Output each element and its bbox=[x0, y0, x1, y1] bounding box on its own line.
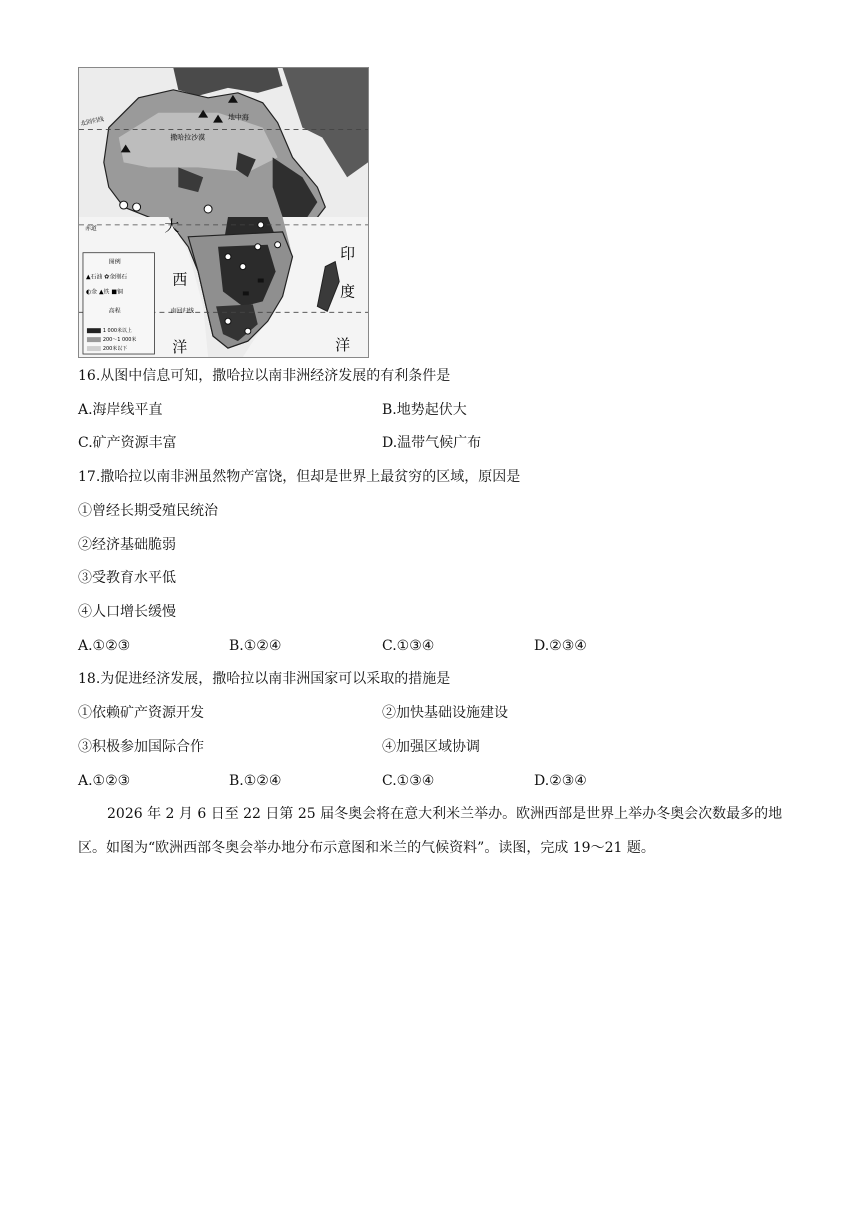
map-label-xi: 西 bbox=[172, 270, 188, 289]
q17-statement-2: ②经济基础脆弱 bbox=[78, 537, 176, 553]
map-label-yin: 印 bbox=[340, 244, 356, 263]
map-label-yang-right: 洋 bbox=[335, 336, 351, 355]
q16-stem: 16.从图中信息可知，撒哈拉以南非洲经济发展的有利条件是 bbox=[78, 368, 451, 384]
q18-stem: 18.为促进经济发展，撒哈拉以南非洲国家可以采取的措施是 bbox=[78, 671, 451, 687]
q16-option-c[interactable]: C.矿产资源丰富 bbox=[78, 435, 177, 451]
q17-statement-1: ①曾经长期受殖民统治 bbox=[78, 503, 218, 519]
q18-option-a[interactable]: A.①②③ bbox=[78, 773, 131, 789]
legend-title: 图例 bbox=[108, 258, 121, 266]
q18-statement-2: ②加快基础设施建设 bbox=[382, 705, 508, 721]
q17-option-b[interactable]: B.①②④ bbox=[229, 638, 282, 654]
q18-option-c[interactable]: C.①③④ bbox=[382, 773, 435, 789]
q16-option-d[interactable]: D.温带气候广布 bbox=[382, 435, 482, 451]
q18-statement-1: ①依赖矿产资源开发 bbox=[78, 705, 204, 721]
map-label-du: 度 bbox=[340, 282, 356, 301]
legend-elev-title: 高程 bbox=[108, 307, 121, 315]
africa-mineral-map bbox=[78, 67, 369, 358]
map-label-da: 大 bbox=[164, 216, 180, 235]
legend-elev3: 200米以下 bbox=[102, 346, 128, 353]
intro-paragraph: 2026 年 2 月 6 日至 22 日第 25 届冬奥会将在意大利米兰举办。欧洲西部是世界上举办冬奥会次数最多的地区。如图为“欧洲西部冬奥会举办地分布示意图和米兰的气候资料”。读图，完成 19～21 题。 bbox=[78, 806, 783, 856]
africa-map-graphic bbox=[79, 68, 368, 357]
q17-statement-4: ④人口增长缓慢 bbox=[78, 604, 176, 620]
map-label-mediterranean: 地中海 bbox=[227, 113, 249, 122]
q16-option-b[interactable]: B.地势起伏大 bbox=[382, 402, 467, 418]
map-label-equator: 赤道 bbox=[84, 224, 97, 232]
map-label-sahara: 撒哈拉沙漠 bbox=[170, 133, 206, 142]
q16-option-a[interactable]: A.海岸线平直 bbox=[78, 402, 163, 418]
legend-row1: ▲石油 ✿金刚石 bbox=[85, 273, 128, 281]
q17-stem: 17.撒哈拉以南非洲虽然物产富饶，但却是世界上最贫穷的区域，原因是 bbox=[78, 469, 521, 485]
map-label-tropic-capricorn: 南回归线 bbox=[170, 307, 195, 315]
map-label-yang-left: 洋 bbox=[172, 338, 188, 357]
q18-option-d[interactable]: D.②③④ bbox=[534, 773, 587, 789]
q17-option-c[interactable]: C.①③④ bbox=[382, 638, 435, 654]
q17-option-a[interactable]: A.①②③ bbox=[78, 638, 131, 654]
q17-statement-3: ③受教育水平低 bbox=[78, 570, 176, 586]
q17-option-d[interactable]: D.②③④ bbox=[534, 638, 587, 654]
q18-statement-3: ③积极参加国际合作 bbox=[78, 739, 204, 755]
legend-elev1: 1 000米以上 bbox=[102, 328, 132, 335]
q18-statement-4: ④加强区域协调 bbox=[382, 739, 480, 755]
q18-option-b[interactable]: B.①②④ bbox=[229, 773, 282, 789]
map-label-tropic-cancer: 北回归线 bbox=[79, 115, 105, 128]
legend-row2: ◐金 ▲铁 ■铜 bbox=[85, 288, 123, 296]
legend-elev2: 200～1 000米 bbox=[102, 337, 137, 344]
